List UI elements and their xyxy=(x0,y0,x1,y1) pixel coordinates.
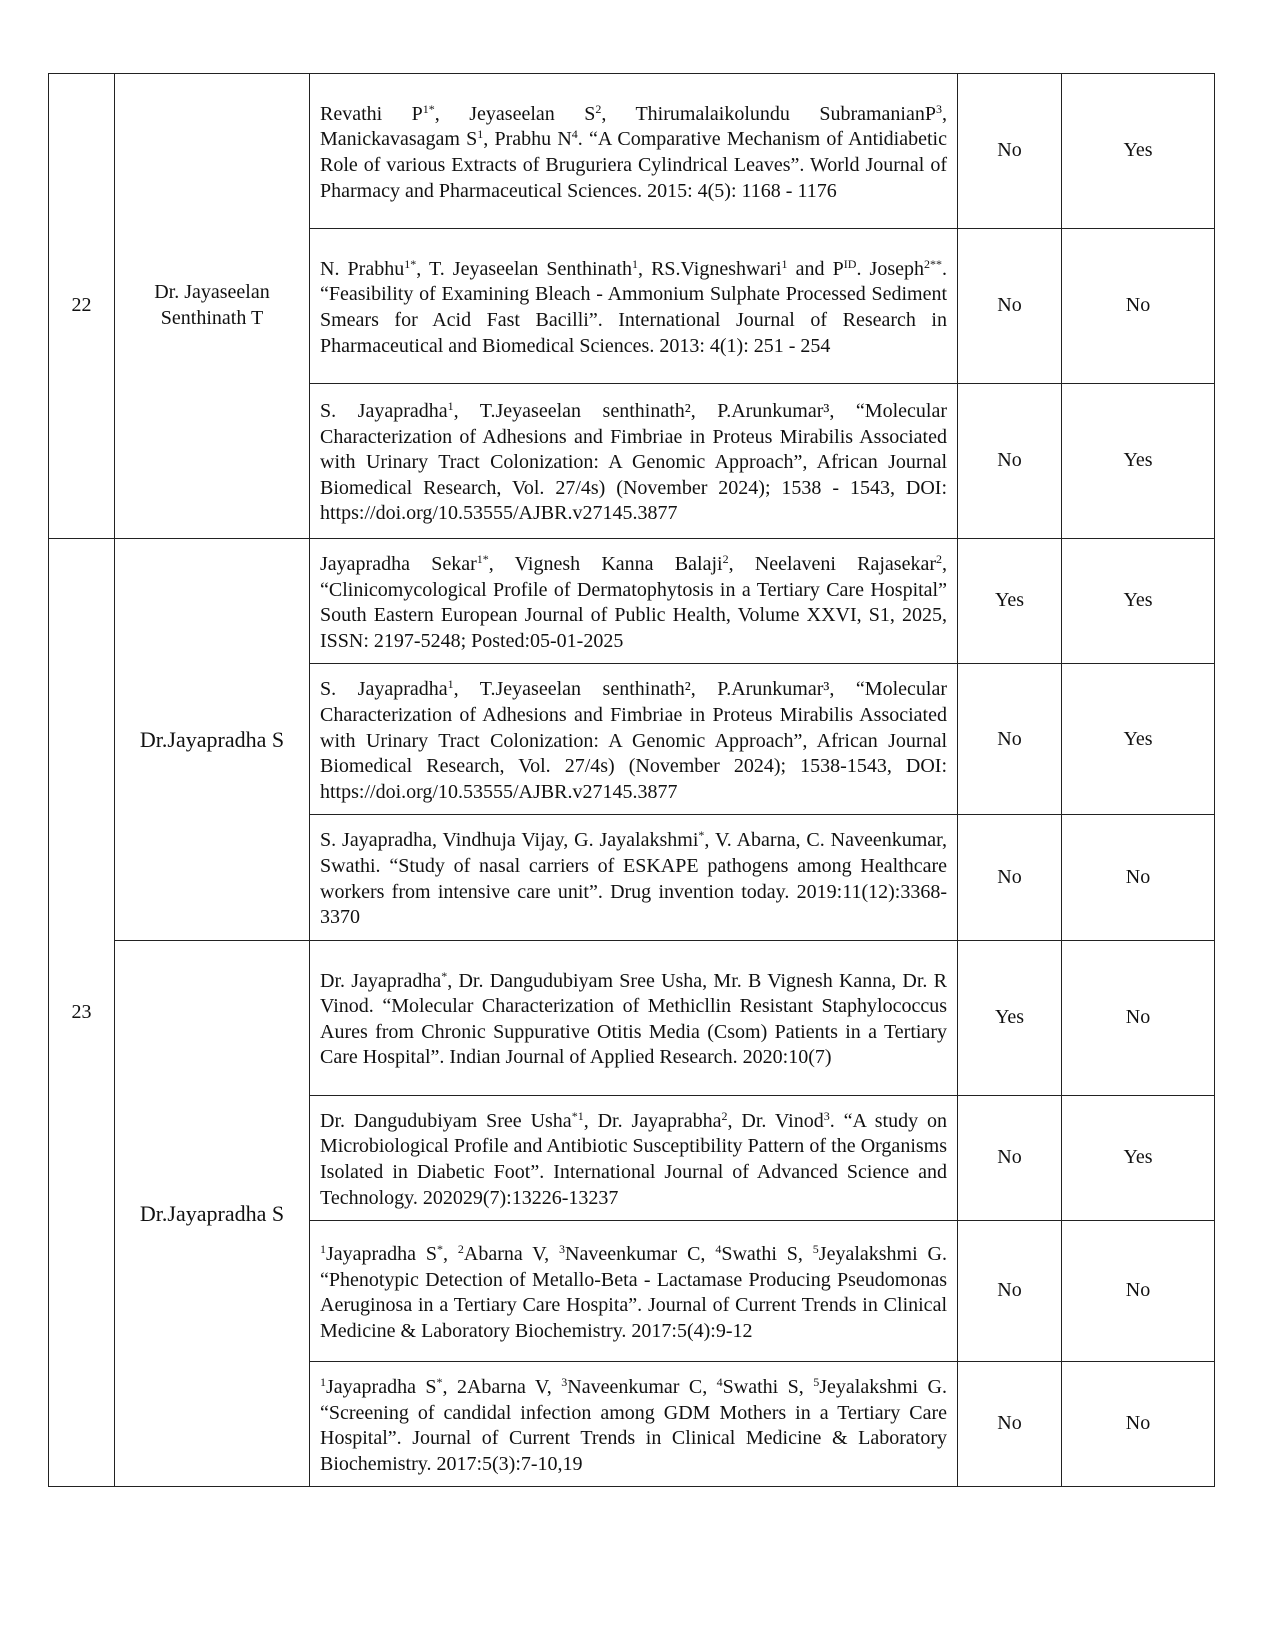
table-row xyxy=(49,940,1215,1095)
citation-text: . “A study on Microbiological Profile and Antibiotic Susceptibility Pattern of the Organisms Isolated in Diabetic Foot”. International Journal of Advanced Science and Technology. 202029(7):13226-13237 xyxy=(320,1109,948,1209)
citation-text: , Jeyaseelan S xyxy=(434,102,596,125)
citation-text: , xyxy=(442,1242,458,1265)
citation-text: Revathi P xyxy=(320,102,423,125)
citation-text: , Thirumalaikolundu SubramanianP xyxy=(601,102,936,125)
citation-text: Naveenkumar C, xyxy=(567,1376,717,1399)
publication-citation xyxy=(310,664,958,815)
scopus-flag: Yes xyxy=(1062,1095,1215,1220)
scopus-flag: No xyxy=(1062,229,1215,384)
scopus-flag: No xyxy=(1062,815,1215,940)
scopus-flag: Yes xyxy=(1062,74,1215,229)
citation-text: , Dr. Jayaprabha xyxy=(583,1109,722,1132)
publication-citation xyxy=(310,74,958,229)
indexed-flag: No xyxy=(958,384,1062,539)
scopus-flag: No xyxy=(1062,1362,1215,1487)
superscript-marker: 1 xyxy=(447,399,454,414)
superscript-marker: 3 xyxy=(823,1108,830,1123)
serial-number: 23 xyxy=(49,539,115,1487)
superscript-marker: 1 xyxy=(477,127,484,142)
citation-text: and P xyxy=(787,257,844,280)
citation-text: Jayapradha S xyxy=(326,1376,437,1399)
serial-number: 22 xyxy=(49,74,115,539)
citation-text: N. Prabhu xyxy=(320,257,405,280)
superscript-marker: 3 xyxy=(561,1375,568,1390)
publication-citation xyxy=(310,815,958,940)
scopus-flag: Yes xyxy=(1062,539,1215,664)
superscript-marker: * xyxy=(436,1375,443,1390)
superscript-marker: 1 xyxy=(320,1375,326,1390)
table-row xyxy=(49,74,1215,229)
superscript-marker: 3 xyxy=(936,101,942,116)
superscript-marker: 2 xyxy=(595,101,602,116)
citation-text: Naveenkumar C, xyxy=(565,1242,716,1265)
faculty-name: Dr. Jayaseelan Senthinath T xyxy=(115,74,310,539)
citation-text: , T. Jeyaseelan Senthinath xyxy=(416,257,632,280)
superscript-marker: 1 xyxy=(631,256,638,271)
indexed-flag: No xyxy=(958,1095,1062,1220)
publication-citation xyxy=(310,229,958,384)
superscript-marker: * xyxy=(441,968,448,983)
scopus-flag: No xyxy=(1062,1221,1215,1362)
superscript-marker: 1* xyxy=(404,256,417,271)
superscript-marker: 5 xyxy=(813,1375,820,1390)
superscript-marker: * xyxy=(698,828,705,843)
scopus-flag: Yes xyxy=(1062,664,1215,815)
citation-text: . Joseph xyxy=(856,257,924,280)
citation-text: , “Clinicomycological Profile of Dermatophytosis in a Tertiary Care Hospital” South Eastern European Journal of Public Health, Volume XXVI, S1, 2025, ISSN: 2197-5248; Posted:05-01-2025 xyxy=(320,553,947,652)
citation-text: Dr. Dangudubiyam Sree Usha xyxy=(320,1109,572,1132)
citation-text: Dr. Jayapradha xyxy=(320,969,442,992)
citation-text: S. Jayapradha xyxy=(320,400,448,423)
indexed-flag: No xyxy=(958,1221,1062,1362)
citation-text: Swathi S, xyxy=(721,1242,813,1265)
citation-text: , T.Jeyaseelan senthinath², P.Arunkumar³, “Molecular Characterization of Adhesions and Fimbriae in Proteus Mirabilis Associated with Urinary Tract Colonization: A Genomic Approach”, African Journal Biomedical Research, Vol. 27/4s) (November 2024); 1538-1543, DOI: https://doi.org/10.53555/AJBR.v27145.3877 xyxy=(320,678,947,803)
superscript-marker: 2 xyxy=(721,1108,728,1123)
indexed-flag: Yes xyxy=(958,940,1062,1095)
citation-text: , Manickavasagam S xyxy=(320,102,947,151)
publication-citation xyxy=(310,1221,958,1362)
citation-text: , Dr. Dangudubiyam Sree Usha, Mr. B Vignesh Kanna, Dr. R Vinod. “Molecular Characterization of Methicllin Resistant Staphylococcus Aures from Chronic Suppurative Otitis Media (Csom) Patients in a Tertiary Care Hospital”. Indian Journal of Applied Research. 2020:10(7) xyxy=(320,969,948,1069)
citation-text: Jayapradha S xyxy=(326,1242,437,1265)
scopus-flag: Yes xyxy=(1062,384,1215,539)
citation-text: , Prabhu N xyxy=(483,128,572,151)
faculty-name: Dr.Jayapradha S xyxy=(115,940,310,1487)
superscript-marker: ID xyxy=(843,256,857,271)
superscript-marker: 4 xyxy=(715,1241,722,1256)
publication-citation xyxy=(310,940,958,1095)
citation-text: . “A Comparative Mechanism of Antidiabetic Role of various Extracts of Bruguriera Cylindrical Leaves”. World Journal of Pharmacy and Pharmaceutical Sciences. 2015: 4(5): 1168 - 1176 xyxy=(320,128,947,202)
citation-text: . “Feasibility of Examining Bleach - Ammonium Sulphate Processed Sediment Smears for Acid Fast Bacilli”. International Journal of Research in Pharmaceutical and Biomedical Sciences. 2013: 4(1): 251 - 254 xyxy=(320,257,947,357)
scopus-flag: No xyxy=(1062,940,1215,1095)
publications-table xyxy=(48,73,1215,1487)
citation-text: , 2Abarna V, xyxy=(442,1376,562,1399)
publication-citation xyxy=(310,1362,958,1487)
superscript-marker: *1 xyxy=(571,1108,584,1123)
citation-text: , Neelaveni Rajasekar xyxy=(728,553,936,575)
table-row xyxy=(49,539,1215,664)
indexed-flag: No xyxy=(958,74,1062,229)
superscript-marker: 5 xyxy=(812,1241,819,1256)
superscript-marker: 3 xyxy=(559,1241,566,1256)
citation-text: Jayapradha Sekar xyxy=(320,553,477,575)
superscript-marker: * xyxy=(436,1241,443,1256)
citation-text: , V. Abarna, C. Naveenkumar, Swathi. “Study of nasal carriers of ESKAPE pathogens among Healthcare workers from intensive care unit”. Drug invention today. 2019:11(12):3368-3370 xyxy=(320,829,948,929)
publication-citation xyxy=(310,539,958,664)
citation-text: , Vignesh Kanna Balaji xyxy=(488,553,723,575)
faculty-name: Dr.Jayapradha S xyxy=(115,539,310,941)
indexed-flag: No xyxy=(958,815,1062,940)
superscript-marker: 1* xyxy=(422,101,435,116)
superscript-marker: 2 xyxy=(722,552,729,566)
superscript-marker: 2** xyxy=(924,256,942,271)
indexed-flag: No xyxy=(958,664,1062,815)
citation-text: , RS.Vigneshwari xyxy=(637,257,782,280)
superscript-marker: 1 xyxy=(781,256,788,271)
citation-text: S. Jayapradha, Vindhuja Vijay, G. Jayalakshmi xyxy=(320,829,699,852)
citation-text: , T.Jeyaseelan senthinath², P.Arunkumar³, “Molecular Characterization of Adhesions and Fimbriae in Proteus Mirabilis Associated with Urinary Tract Colonization: A Genomic Approach”, African Journal Biomedical Research, Vol. 27/4s) (November 2024); 1538 - 1543, DOI: https://doi.org/10.53555/AJBR.v27145.3877 xyxy=(320,400,947,525)
superscript-marker: 2 xyxy=(457,1241,464,1256)
superscript-marker: 4 xyxy=(716,1375,723,1390)
superscript-marker: 4 xyxy=(571,127,578,142)
superscript-marker: 1 xyxy=(447,677,454,692)
indexed-flag: Yes xyxy=(958,539,1062,664)
indexed-flag: No xyxy=(958,229,1062,384)
superscript-marker: 1 xyxy=(320,1241,326,1256)
citation-text: S. Jayapradha xyxy=(320,678,448,701)
superscript-marker: 1* xyxy=(476,552,489,566)
citation-text: Swathi S, xyxy=(722,1376,814,1399)
citation-text: Jeyalakshmi G. “Phenotypic Detection of Metallo-Beta - Lactamase Producing Pseudomonas Aeruginosa in a Tertiary Care Hospita”. Journal of Current Trends in Clinical Medicine & Laboratory Biochemistry. 2017:5(4):9-12 xyxy=(320,1242,947,1342)
superscript-marker: 2 xyxy=(936,552,942,566)
publication-citation xyxy=(310,384,958,539)
citation-text: Jeyalakshmi G. “Screening of candidal infection among GDM Mothers in a Tertiary Care Hospital”. Journal of Current Trends in Clinical Medicine & Laboratory Biochemistry. 2017:5(3):7-10,19 xyxy=(320,1376,947,1475)
indexed-flag: No xyxy=(958,1362,1062,1487)
citation-text: , Dr. Vinod xyxy=(727,1109,824,1132)
citation-text: Abarna V, xyxy=(463,1242,560,1265)
publication-citation xyxy=(310,1095,958,1220)
